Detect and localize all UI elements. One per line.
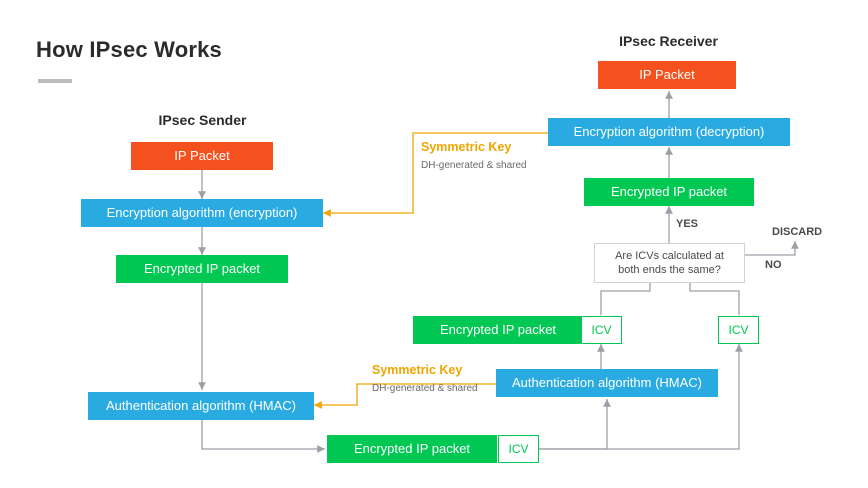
symmetric-key-top-sublabel: DH-generated & shared	[421, 160, 527, 171]
node-receiver-encrypted-packet-mid[interactable]: Encrypted IP packet	[413, 316, 583, 344]
node-receiver-auth[interactable]: Authentication algorithm (HMAC)	[496, 369, 718, 397]
symmetric-key-bottom-sublabel: DH-generated & shared	[372, 383, 478, 394]
node-sender-encrypted-packet-bottom[interactable]: Encrypted IP packet	[327, 435, 497, 463]
node-sender-encrypted-packet[interactable]: Encrypted IP packet	[116, 255, 288, 283]
edge-label-discard: DISCARD	[772, 226, 823, 238]
edge-label-no: NO	[765, 259, 782, 271]
title-rule	[38, 79, 72, 83]
node-receiver-decryption[interactable]: Encryption algorithm (decryption)	[548, 118, 790, 146]
page-title: How IPsec Works	[36, 37, 222, 62]
receiver-heading: IPsec Receiver	[619, 33, 718, 49]
symmetric-key-bottom-label: Symmetric Key	[372, 363, 463, 377]
node-icv-bottom[interactable]: ICV	[498, 435, 539, 463]
edge-label-yes: YES	[676, 218, 699, 230]
node-icv-right[interactable]: ICV	[718, 316, 759, 344]
symmetric-key-top-label: Symmetric Key	[421, 140, 512, 154]
node-icv-left[interactable]: ICV	[581, 316, 622, 344]
node-sender-auth[interactable]: Authentication algorithm (HMAC)	[88, 392, 314, 420]
node-decision-icv-match[interactable]: Are ICVs calculated at both ends the same?	[594, 243, 745, 283]
node-receiver-ip-packet[interactable]: IP Packet	[598, 61, 736, 89]
node-sender-encryption[interactable]: Encryption algorithm (encryption)	[81, 199, 323, 227]
node-sender-ip-packet[interactable]: IP Packet	[131, 142, 273, 170]
node-receiver-encrypted-packet[interactable]: Encrypted IP packet	[584, 178, 754, 206]
sender-heading: IPsec Sender	[158, 112, 247, 128]
